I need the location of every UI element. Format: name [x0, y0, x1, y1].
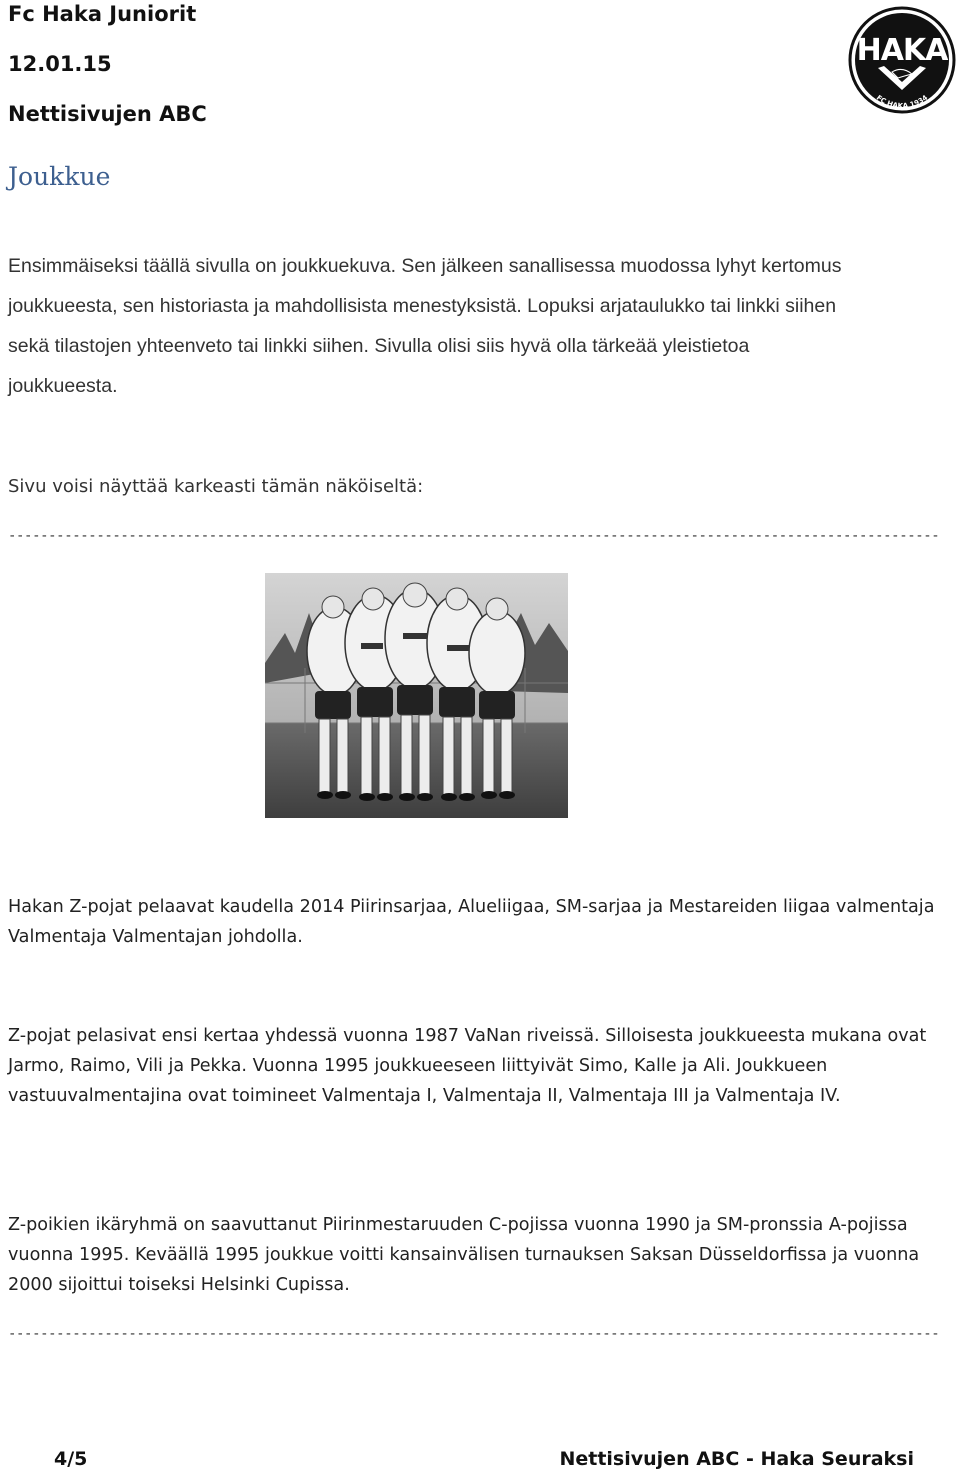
- divider-top: --------------------------------------------------------------------------------------------------------------------: [8, 528, 940, 544]
- mockup-paragraph-1: Hakan Z-pojat pelaavat kaudella 2014 Piirinsarjaa, Alueliigaa, SM-sarjaa ja Mestareiden liigaa valmentaja Valmentaja Valmentajan johdolla.: [8, 897, 935, 947]
- haka-logo: [848, 2, 956, 118]
- intro-text: [8, 246, 956, 406]
- header-doc-title: Nettisivujen ABC: [8, 102, 207, 126]
- mockup-paragraph-3: Z-poikien ikäryhmä on saavuttanut Piirinmestaruuden C-pojissa vuonna 1990 ja SM-pronssia A-pojissa vuonna 1995. Keväällä 1995 joukkue voitti kansainvälisen turnauksen Saksan Düsseldorfissa ja vuonna 2000 sijoittui toiseksi Helsinki Cupissa.: [8, 1215, 920, 1295]
- divider-bottom: --------------------------------------------------------------------------------------------------------------------: [8, 1326, 940, 1342]
- intro-line: sekä tilastojen yhteenveto tai linkki siihen. Sivulla olisi siis hyvä olla tärkeää yleistietoa: [8, 335, 750, 357]
- intro-line: joukkueesta, sen historiasta ja mahdollisista menestyksistä. Lopuksi arjataulukko tai linkki siihen: [8, 295, 837, 317]
- team-photo: [265, 573, 568, 818]
- logo-text: HAKA: [856, 33, 948, 68]
- footer-title: Nettisivujen ABC - Haka Seuraksi: [559, 1448, 914, 1470]
- page-number: 4/5: [54, 1448, 88, 1470]
- intro-line: Ensimmäiseksi täällä sivulla on joukkuekuva. Sen jälkeen sanallisessa muodossa lyhyt kertomus: [8, 255, 842, 277]
- logo-ring-text: FC HAKA 1934: [874, 93, 930, 111]
- mockup-paragraph-2: Z-pojat pelasivat ensi kertaa yhdessä vuonna 1987 VaNan riveissä. Silloisesta joukkueesta mukana ovat Jarmo, Raimo, Vili ja Pekka. Vuonna 1995 joukkueeseen liittyivät Simo, Kalle ja Ali. Joukkueen vastuuvalmentajina ovat toimineet Valmentaja I, Valmentaja II, Valmentaja III ja Valmentaja IV.: [8, 1026, 927, 1106]
- header-org: Fc Haka Juniorit: [8, 2, 197, 26]
- section-title: Joukkue: [8, 162, 111, 191]
- header-date: 12.01.15: [8, 52, 112, 76]
- intro-line: joukkueesta.: [8, 375, 118, 397]
- mockup-lead: Sivu voisi näyttää karkeasti tämän näköiseltä:: [8, 476, 424, 497]
